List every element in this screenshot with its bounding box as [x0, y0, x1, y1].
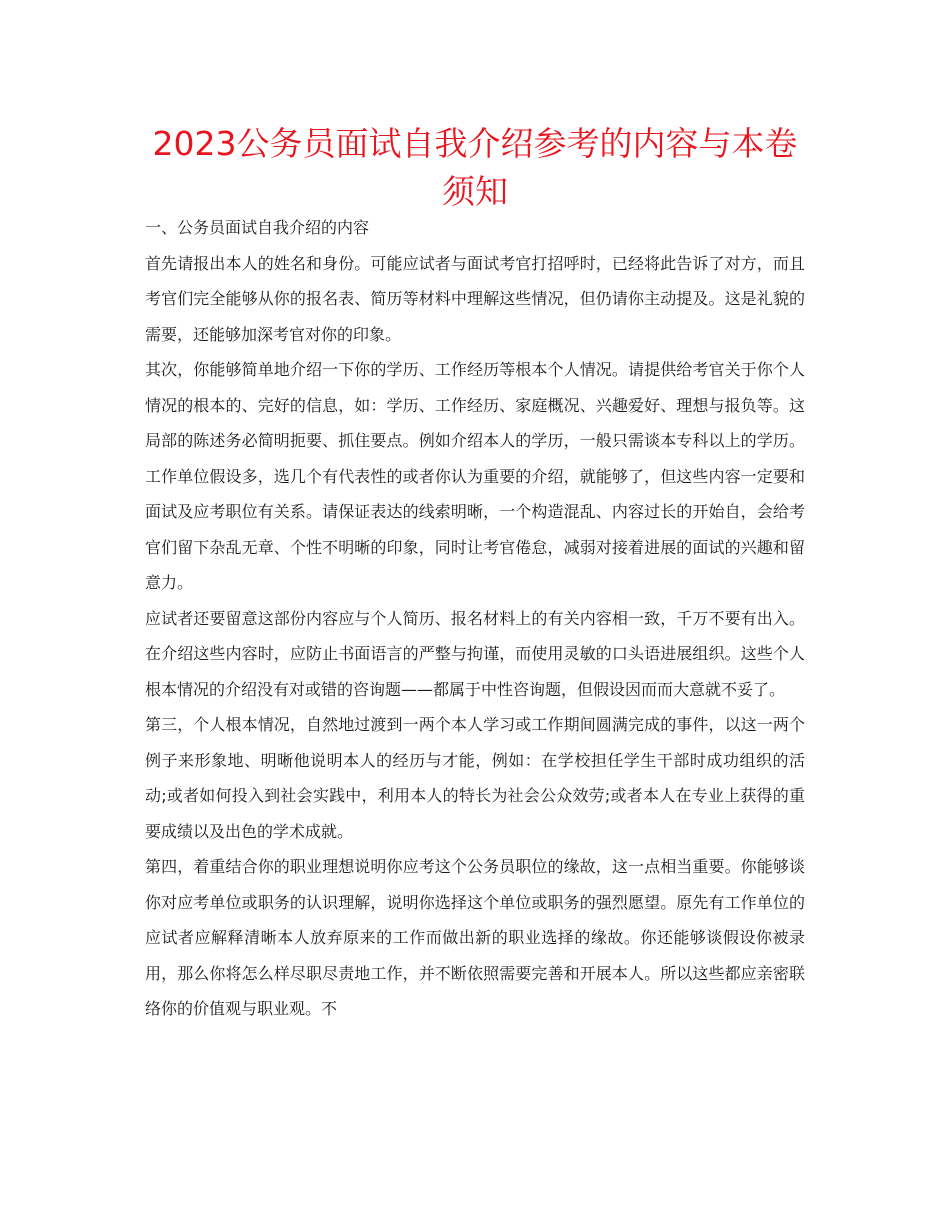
paragraph: 第四，着重结合你的职业理想说明你应考这个公务员职位的缘故，这一点相当重要。你能够谈你对应考单位或职务的认识理解，说明你选择这个单位或职务的强烈愿望。原先有工作单位的应试者应解释清晰本人放弃原来的工作而做出新的职业选择的缘故。你还能够谈假设你被录用，那么你将怎么样尽职尽责地工作，并不断依照需要完善和开展本人。所以这些都应亲密联络你的价值观与职业观。不 — [145, 857, 805, 1018]
section-heading: 一、公务员面试自我介绍的内容 — [145, 218, 370, 237]
document-title: 2023公务员面试自我介绍参考的内容与本卷须知 — [152, 124, 798, 211]
paragraph: 首先请报出本人的姓名和身份。可能应试者与面试考官打招呼时，已经将此告诉了对方，而且考官们完全能够从你的报名表、简历等材料中理解这些情况，但仍请你主动提及。这是礼貌的需要，还能够加深考官对你的印象。 — [145, 253, 805, 344]
paragraph: 应试者还要留意这部份内容应与个人简历、报名材料上的有关内容相一致，千万不要有出入。在介绍这些内容时，应防止书面语言的严整与拘谨，而使用灵敏的口头语进展组织。这些个人根本情况的介绍没有对或错的咨询题——都属于中性咨询题，但假设因而而大意就不妥了。 — [145, 608, 805, 699]
paragraph: 第三，个人根本情况，自然地过渡到一两个本人学习或工作期间圆满完成的事件，以这一两个例子来形象地、明晰他说明本人的经历与才能，例如：在学校担任学生干部时成功组织的活动;或者如何投入到社会实践中，利用本人的特长为社会公众效劳;或者本人在专业上获得的重要成绩以及出色的学术成就。 — [145, 715, 805, 841]
document-body — [145, 210, 805, 1027]
paragraph: 其次，你能够简单地介绍一下你的学历、工作经历等根本个人情况。请提供给考官关于你个人情况的根本的、完好的信息，如：学历、工作经历、家庭概况、兴趣爱好、理想与报负等。这局部的陈述务必简明扼要、抓住要点。例如介绍本人的学历，一般只需谈本专科以上的学历。工作单位假设多，选几个有代表性的或者你认为重要的介绍，就能够了，但这些内容一定要和面试及应考职位有关系。请保证表达的线索明晰，一个构造混乱、内容过长的开始自，会给考官们留下杂乱无章、个性不明晰的印象，同时让考官倦怠，减弱对接着进展的面试的兴趣和留意力。 — [145, 360, 805, 592]
